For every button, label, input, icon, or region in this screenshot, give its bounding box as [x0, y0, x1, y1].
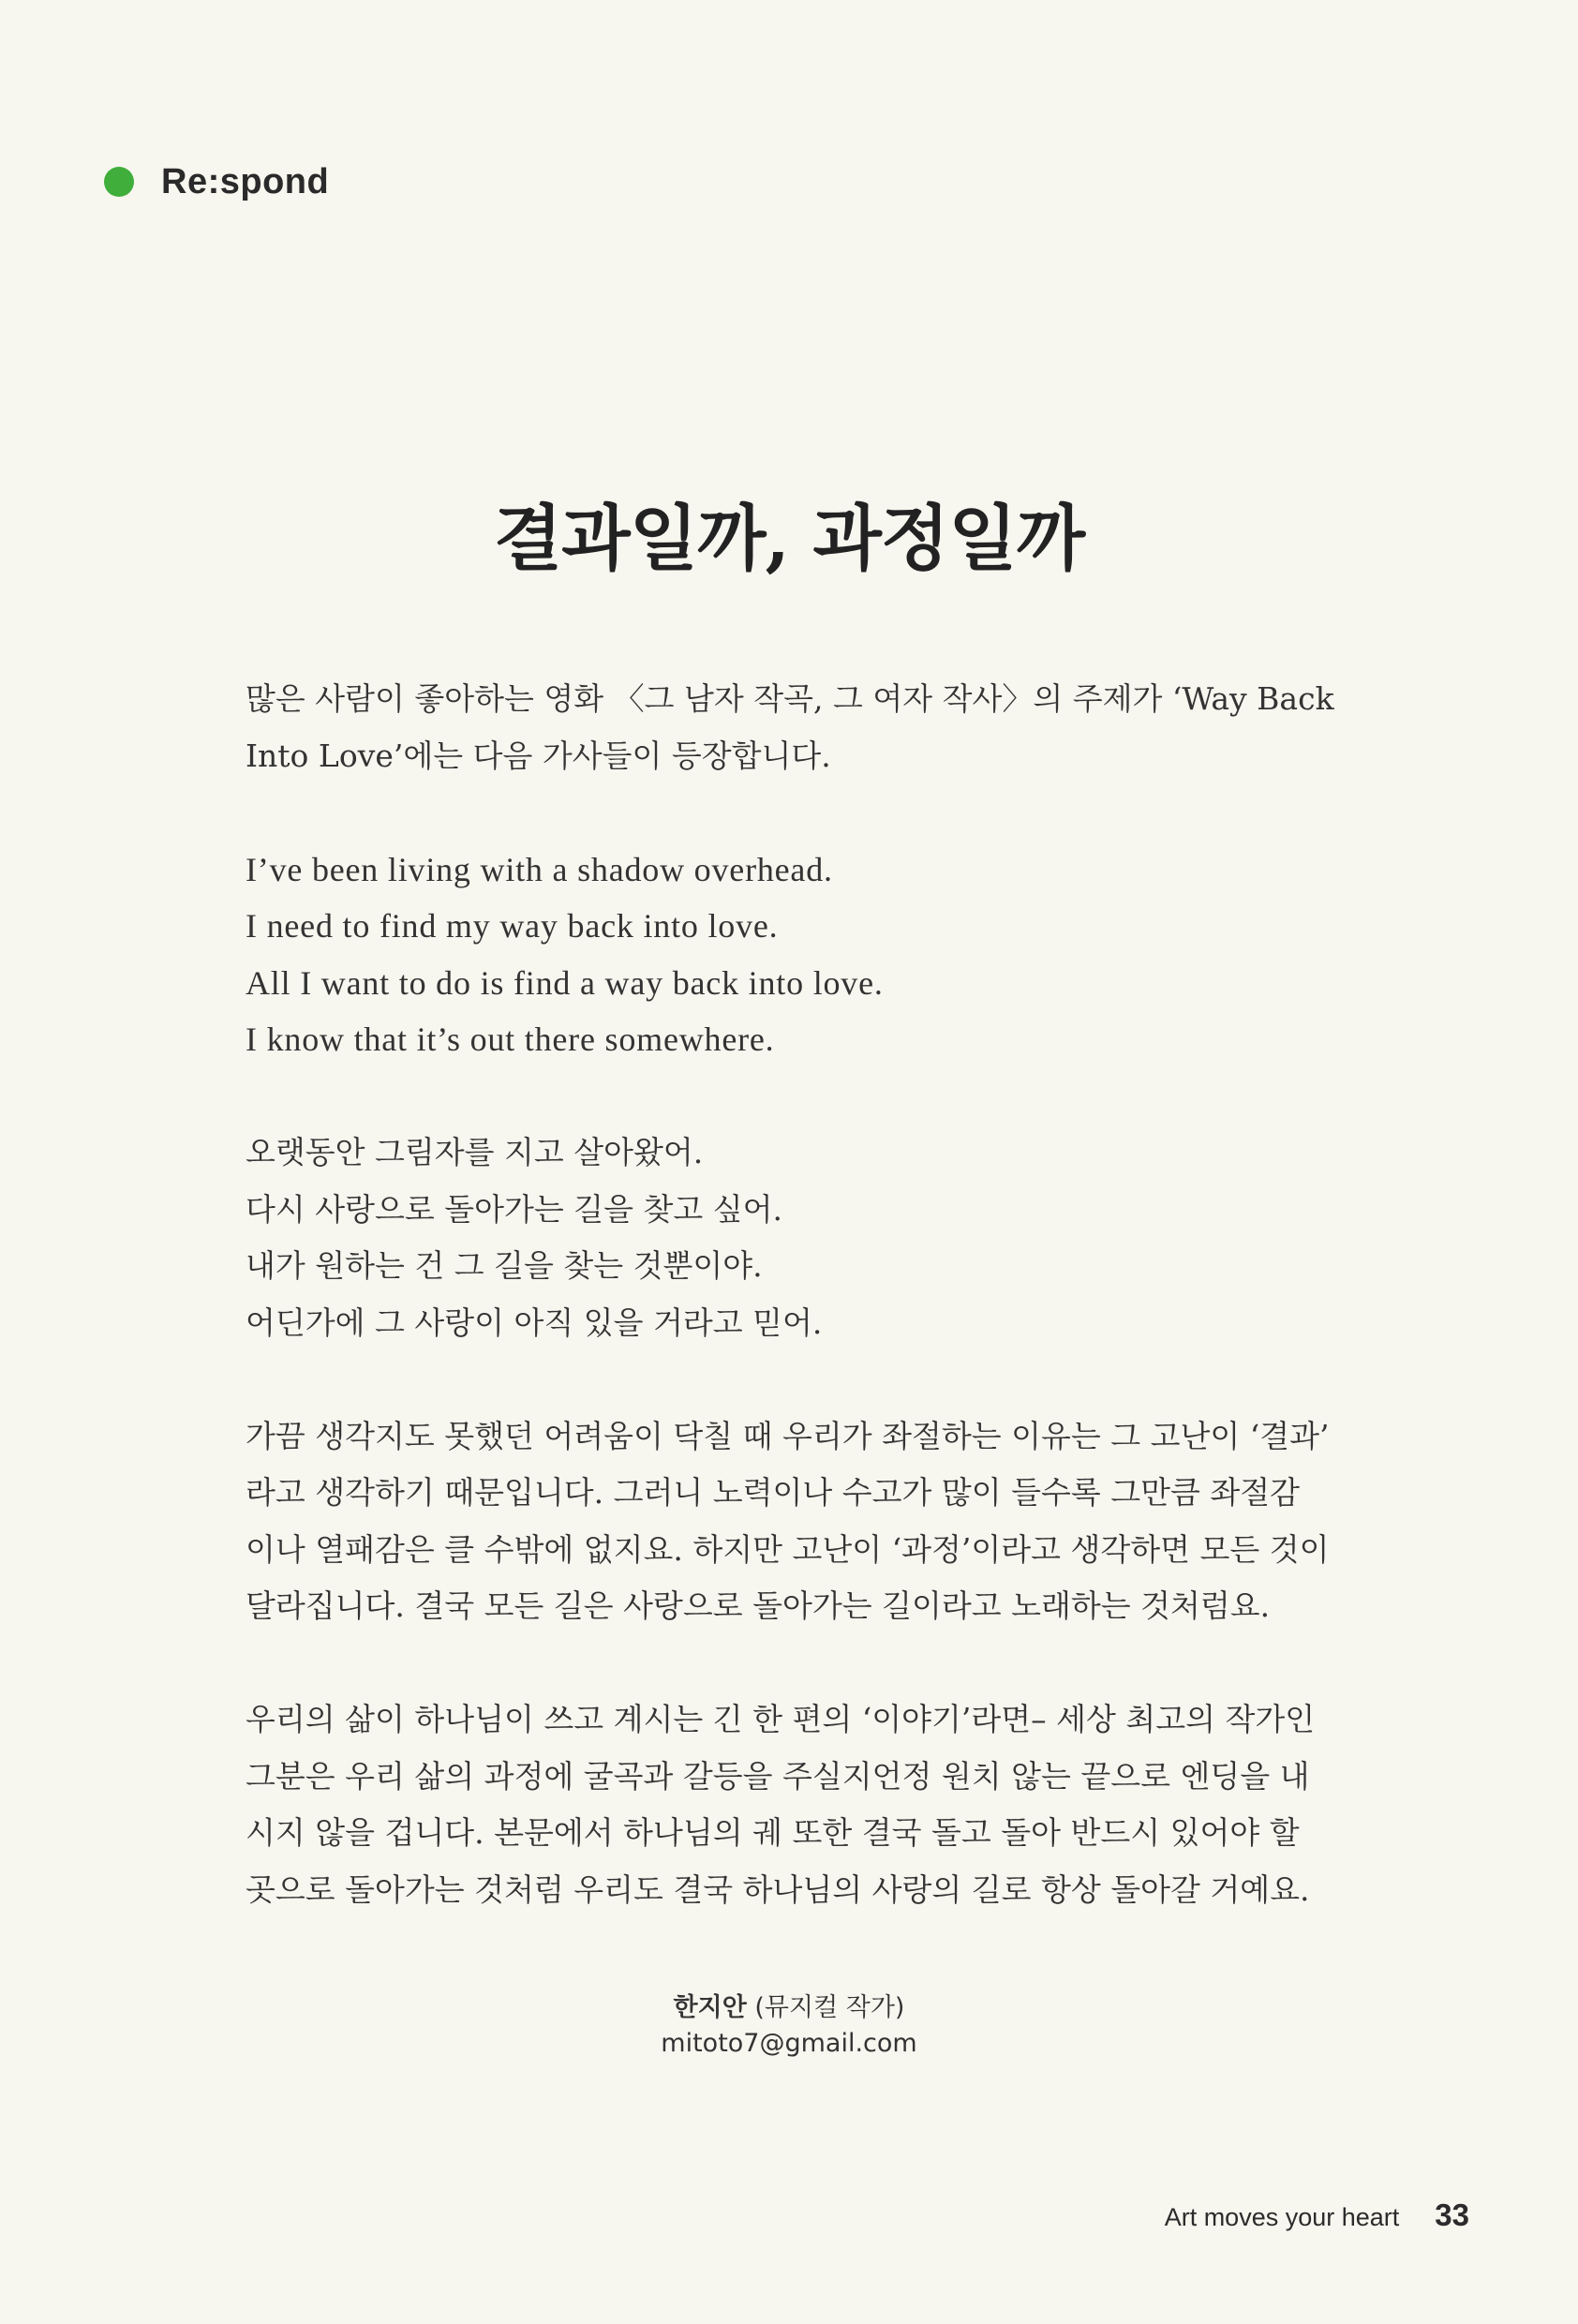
- text-line: 달라집니다. 결국 모든 길은 사랑으로 돌아가는 길이라고 노래하는 것처럼요.: [246, 1587, 1271, 1624]
- text-line: 이나 열패감은 클 수밖에 없지요. 하지만 고난이 ‘과정’이라고 생각하면 모든 것이: [246, 1530, 1330, 1568]
- lyric-line: 오랫동안 그림자를 지고 살아왔어.: [246, 1134, 704, 1170]
- author-email: mitoto7@gmail.com: [661, 2029, 917, 2058]
- lyric-line: 다시 사랑으로 돌아가는 길을 찾고 싶어.: [246, 1190, 782, 1228]
- article-body: [246, 671, 1332, 1975]
- text-line: 가끔 생각지도 못했던 어려움이 닥칠 때 우리가 좌절하는 이유는 그 고난이 ‘결과’: [246, 1417, 1330, 1454]
- lyric-line: 내가 원하는 건 그 길을 찾는 것뿐이야.: [246, 1247, 763, 1284]
- author-name: 한지안: [673, 1993, 747, 2022]
- author-credit: [0, 1990, 1578, 2062]
- author-line: [0, 1990, 1578, 2026]
- green-dot-icon: [104, 167, 134, 197]
- author-role: (뮤지컬 작가): [754, 1993, 905, 2022]
- body-paragraph-1: [246, 1408, 1332, 1635]
- text-line: 곳으로 돌아가는 것처럼 우리도 결국 하나님의 사랑의 길로 항상 돌아갈 거예요.: [246, 1870, 1310, 1908]
- text-line: 우리의 삶이 하나님이 쓰고 계시는 긴 한 편의 ‘이야기’라면– 세상 최고의 작가인: [246, 1701, 1316, 1737]
- text-line: 라고 생각하기 때문입니다. 그러니 노력이나 수고가 많이 들수록 그만큼 좌절감: [246, 1474, 1300, 1511]
- lyric-line: 어딘가에 그 사랑이 아직 있을 거라고 믿어.: [246, 1304, 823, 1341]
- page-footer: [1165, 2197, 1469, 2233]
- lyric-line: I’ve been living with a shadow overhead.: [246, 850, 833, 888]
- text-line: 많은 사람이 좋아하는 영화 〈그 남자 작곡, 그 여자 작사〉의 주제가 ‘Way Back: [246, 680, 1334, 717]
- footer-slogan: Art moves your heart: [1164, 2203, 1400, 2231]
- article-title: 결과일까, 과정일까: [493, 497, 1085, 580]
- page-number: 33: [1435, 2197, 1469, 2232]
- intro-paragraph: [246, 671, 1332, 784]
- text-line: 그분은 우리 삶의 과정에 굴곡과 갈등을 주실지언정 원치 않는 끝으로 엔딩을 내: [246, 1757, 1310, 1795]
- body-paragraph-2: [246, 1691, 1332, 1918]
- text-line: 시지 않을 겁니다. 본문에서 하나님의 궤 또한 결국 돌고 돌아 반드시 있어야 할: [246, 1814, 1300, 1851]
- text-line: Into Love’에는 다음 가사들이 등장합니다.: [246, 737, 831, 774]
- lyric-line: I need to find my way back into love.: [246, 907, 779, 945]
- section-label: Re:spond: [161, 161, 330, 201]
- lyric-line: All I want to do is find a way back into love.: [246, 963, 884, 1002]
- section-tag: [104, 157, 329, 206]
- korean-lyrics: [246, 1125, 1332, 1351]
- english-lyrics: [246, 842, 1332, 1068]
- lyric-line: I know that it’s out there somewhere.: [246, 1020, 775, 1058]
